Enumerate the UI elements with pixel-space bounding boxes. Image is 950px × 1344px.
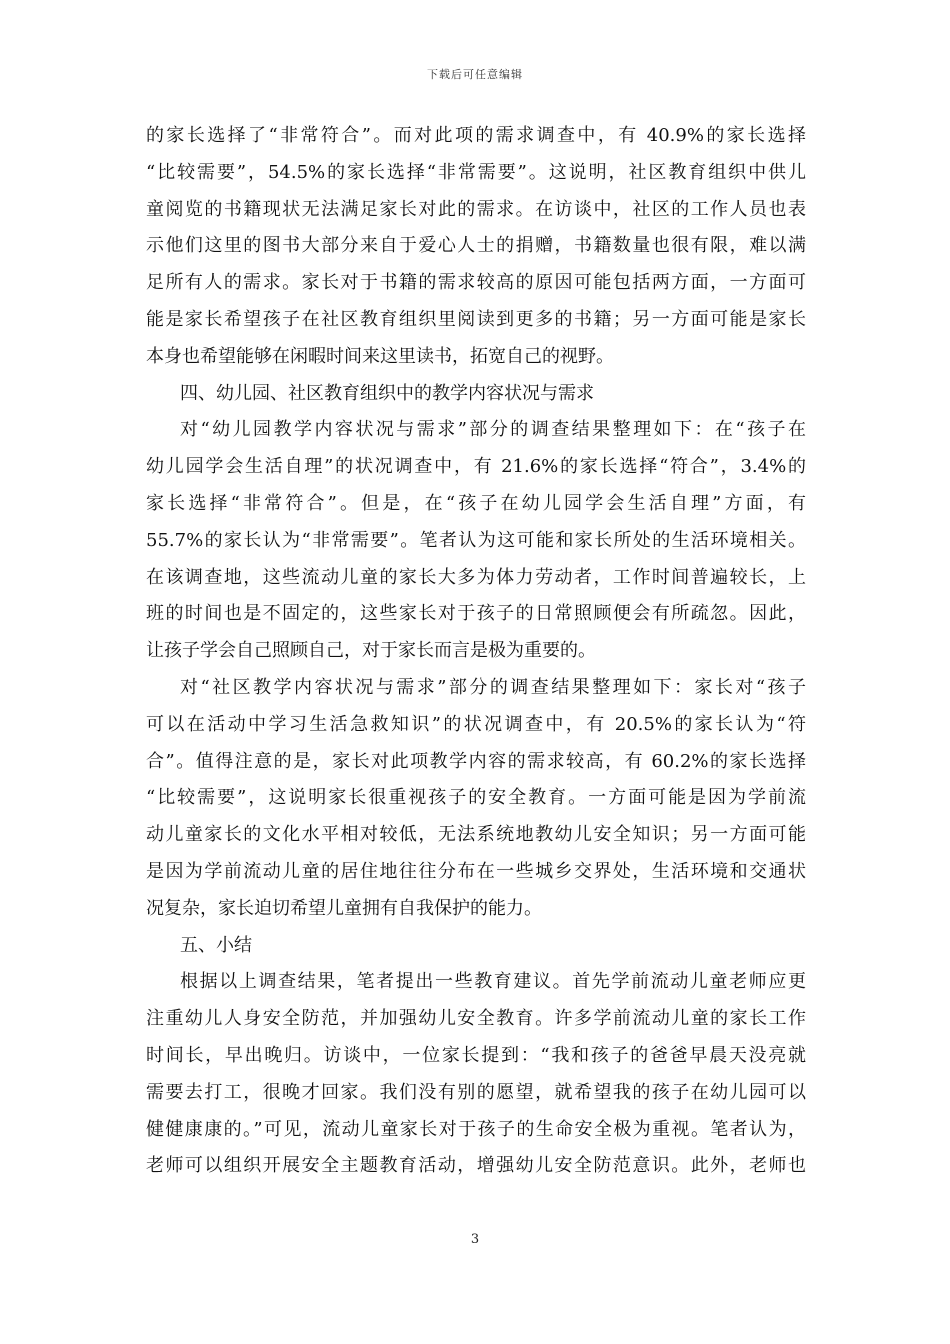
text-line: 家长选择“非常符合”。但是，在“孩子在幼儿园学会生活自理”方面，有 [146,492,806,514]
text-line: 示他们这里的图书大部分来自于爱心人士的捐赠，书籍数量也很有限，难以满 [146,235,806,257]
text-line: 对“幼儿园教学内容状况与需求”部分的调查结果整理如下：在“孩子在 [180,419,806,441]
text-line: 班的时间也是不固定的，这些家长对于孩子的日常照顾便会有所疏忽。因此， [146,603,806,625]
page-number: 3 [470,1232,480,1247]
text-line: 老师可以组织开展安全主题教育活动，增强幼儿安全防范意识。此外，老师也 [146,1155,806,1177]
page-header: 下载后可任意编辑 [427,68,523,81]
text-line: 让孩子学会自己照顾自己，对于家长而言是极为重要的。 [146,640,596,662]
text-line: 根据以上调查结果，笔者提出一些教育建议。首先学前流动儿童老师应更 [180,971,806,993]
text-line: 本身也希望能够在闲暇时间来这里读书，拓宽自己的视野。 [146,345,614,367]
text-line: 足所有人的需求。家长对于书籍的需求较高的原因可能包括两方面，一方面可 [146,272,806,294]
text-line: 幼儿园学会生活自理”的状况调查中，有 21.6%的家长选择“符合”，3.4%的 [146,456,806,478]
text-line: 对“社区教学内容状况与需求”部分的调查结果整理如下：家长对“孩子 [180,676,806,698]
document-body [146,118,806,1185]
section-heading: 四、幼儿园、社区教育组织中的教学内容状况与需求 [180,382,594,404]
text-line: 健健康康的。”可见，流动儿童家长对于孩子的生命安全极为重视。笔者认为， [146,1118,806,1140]
text-line: 注重幼儿人身安全防范，并加强幼儿安全教育。许多学前流动儿童的家长工作 [146,1008,806,1030]
text-line: 合”。值得注意的是，家长对此项教学内容的需求较高，有 60.2%的家长选择 [146,750,806,772]
text-line: 况复杂，家长迫切希望儿童拥有自我保护的能力。 [146,897,542,919]
text-line: 动儿童家长的文化水平相对较低，无法系统地教幼儿安全知识；另一方面可能 [146,824,806,846]
text-line: “比较需要”，这说明家长很重视孩子的安全教育。一方面可能是因为学前流 [146,787,806,809]
text-line: 55.7%的家长认为“非常需要”。笔者认为这可能和家长所处的生活环境相关。 [146,529,806,551]
text-line: 能是家长希望孩子在社区教育组织里阅读到更多的书籍；另一方面可能是家长 [146,308,806,330]
text-line: 可以在活动中学习生活急救知识”的状况调查中，有 20.5%的家长认为“符 [146,713,806,735]
text-line: 的家长选择了“非常符合”。而对此项的需求调查中，有 40.9%的家长选择 [146,125,806,146]
text-line: 时间长，早出晚归。访谈中，一位家长提到：“我和孩子的爸爸早晨天没亮就 [146,1044,806,1066]
text-line: “比较需要”，54.5%的家长选择“非常需要”。这说明，社区教育组织中供儿 [146,161,806,183]
text-line: 需要去打工，很晚才回家。我们没有别的愿望，就希望我的孩子在幼儿园可以 [146,1081,806,1103]
text-line: 童阅览的书籍现状无法满足家长对此的需求。在访谈中，社区的工作人员也表 [146,198,806,220]
text-line: 是因为学前流动儿童的居住地往往分布在一些城乡交界处，生活环境和交通状 [146,860,806,882]
section-heading: 五、小结 [180,934,252,956]
text-line: 在该调查地，这些流动儿童的家长大多为体力劳动者，工作时间普遍较长，上 [146,566,806,588]
